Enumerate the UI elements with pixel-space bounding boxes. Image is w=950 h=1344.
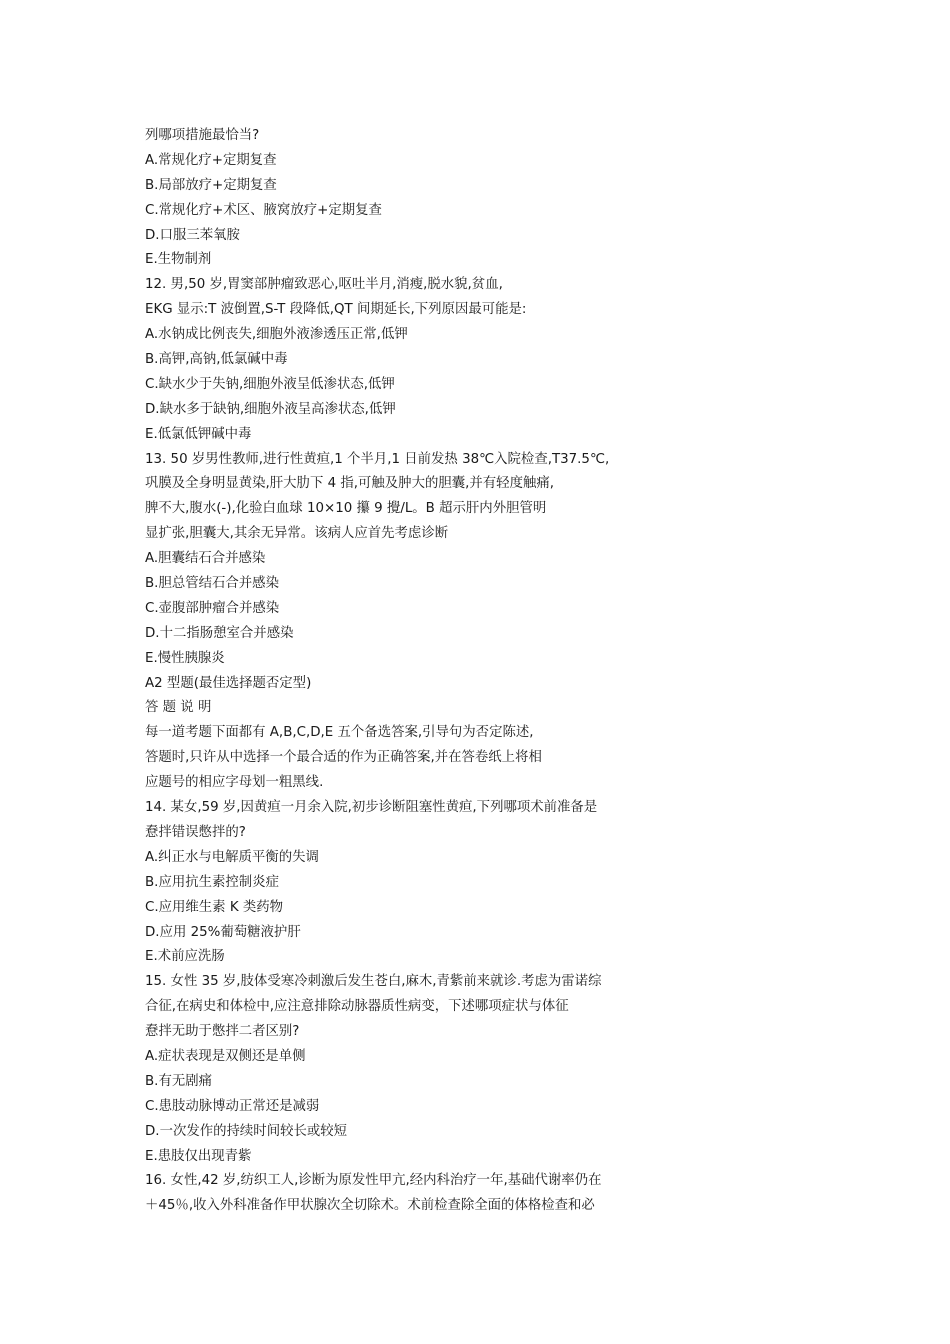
text-line: A.水钠成比例丧失,细胞外液渗透压正常,低钾 — [145, 327, 408, 343]
text-line: E.生物制剂 — [145, 252, 212, 268]
text-line: B.有无剧痛 — [145, 1073, 213, 1089]
text-line: A2 型题(最佳选择题否定型) — [145, 675, 312, 691]
text-line: D.十二指肠憩室合并感染 — [145, 625, 294, 641]
text-line: 13. 50 岁男性教师,进行性黄疸,1 个半月,1 日前发热 38℃入院检查,T37.5℃, — [145, 451, 610, 467]
text-line: 显扩张,胆囊大,其余无异常。该病人应首先考虑诊断 — [145, 526, 449, 542]
text-line: B.应用抗生素控制炎症 — [145, 874, 279, 890]
text-line: E.慢性胰腺炎 — [145, 650, 225, 666]
text-line: D.应用 25%葡萄糖液护肝 — [145, 924, 301, 940]
text-line: 14. 某女,59 岁,因黄疸一月余入院,初步诊断阻塞性黄疸,下列哪项术前准备是 — [145, 800, 598, 816]
text-line: 脾不大,腹水(-),化验白血球 10×10 攥 9 攪/L。B 超示肝内外胆管明 — [145, 501, 547, 517]
text-line: 应题号的相应字母划一粗黑线. — [145, 775, 324, 791]
text-line: 憃拌错误憋拌的? — [145, 824, 246, 840]
text-line: C.壶腹部肿瘤合并感染 — [145, 600, 280, 616]
text-line: B.胆总管结石合并感染 — [145, 576, 279, 592]
text-line: 每一道考题下面都有 A,B,C,D,E 五个备选答案,引导句为否定陈述, — [145, 725, 534, 741]
text-line: 合征,在病史和体检中,应注意排除动脉器质性病变，下述哪项症状与体征 — [145, 999, 569, 1015]
text-line: D.口服三苯氧胺 — [145, 227, 240, 243]
text-line: C.患肢动脉博动正常还是减弱 — [145, 1098, 320, 1114]
text-line: B.局部放疗+定期复查 — [145, 177, 277, 193]
text-line: D.缺水多于缺钠,细胞外液呈高渗状态,低钾 — [145, 401, 396, 417]
text-line: A.症状表现是双侧还是单侧 — [145, 1048, 306, 1064]
text-line: EKG 显示:T 波倒置,S-T 段降低,QT 间期延长,下列原因最可能是: — [145, 302, 527, 318]
text-line: B.高钾,高钠,低氯碱中毒 — [145, 352, 288, 368]
text-line: D.一次发作的持续时间较长或较短 — [145, 1123, 348, 1139]
text-line: 答题时,只许从中选择一个最合适的作为正确答案,并在答卷纸上将相 — [145, 750, 542, 766]
text-line: A.胆囊结石合并感染 — [145, 551, 266, 567]
text-line: E.术前应洗肠 — [145, 949, 225, 965]
document-text — [145, 124, 665, 1219]
text-line: A.常规化疗+定期复查 — [145, 152, 277, 168]
text-line: C.应用维生素 K 类药物 — [145, 899, 284, 915]
text-line: 憃拌无助于憋拌二者区别? — [145, 1024, 300, 1040]
text-line: 12. 男,50 岁,胃窦部肿瘤致恶心,呕吐半月,消瘦,脱水貌,贫血, — [145, 277, 503, 293]
text-line: 15. 女性 35 岁,肢体受寒冷刺激后发生苍白,麻木,青紫前来就诊.考虑为雷诺综 — [145, 974, 602, 990]
text-line: 答 题 说 明 — [145, 700, 212, 716]
text-line: 巩膜及全身明显黄染,肝大肋下 4 指,可触及肿大的胆囊,并有轻度触痛, — [145, 476, 554, 492]
text-line: C.常规化疗+术区、腋窝放疗+定期复查 — [145, 202, 382, 218]
text-line: A.纠正水与电解质平衡的失调 — [145, 849, 319, 865]
text-line: C.缺水少于失钠,细胞外液呈低渗状态,低钾 — [145, 376, 395, 392]
text-line: E.低氯低钾碱中毒 — [145, 426, 252, 442]
text-line: E.患肢仅出现青紫 — [145, 1148, 252, 1164]
text-line: ＋45％,收入外科准备作甲状腺次全切除术。术前检查除全面的体格检查和必 — [145, 1198, 595, 1214]
text-line: 列哪项措施最恰当? — [145, 128, 260, 143]
text-line: 16. 女性,42 岁,纺织工人,诊断为原发性甲亢,经内科治疗一年,基础代谢率仍在 — [145, 1173, 602, 1189]
